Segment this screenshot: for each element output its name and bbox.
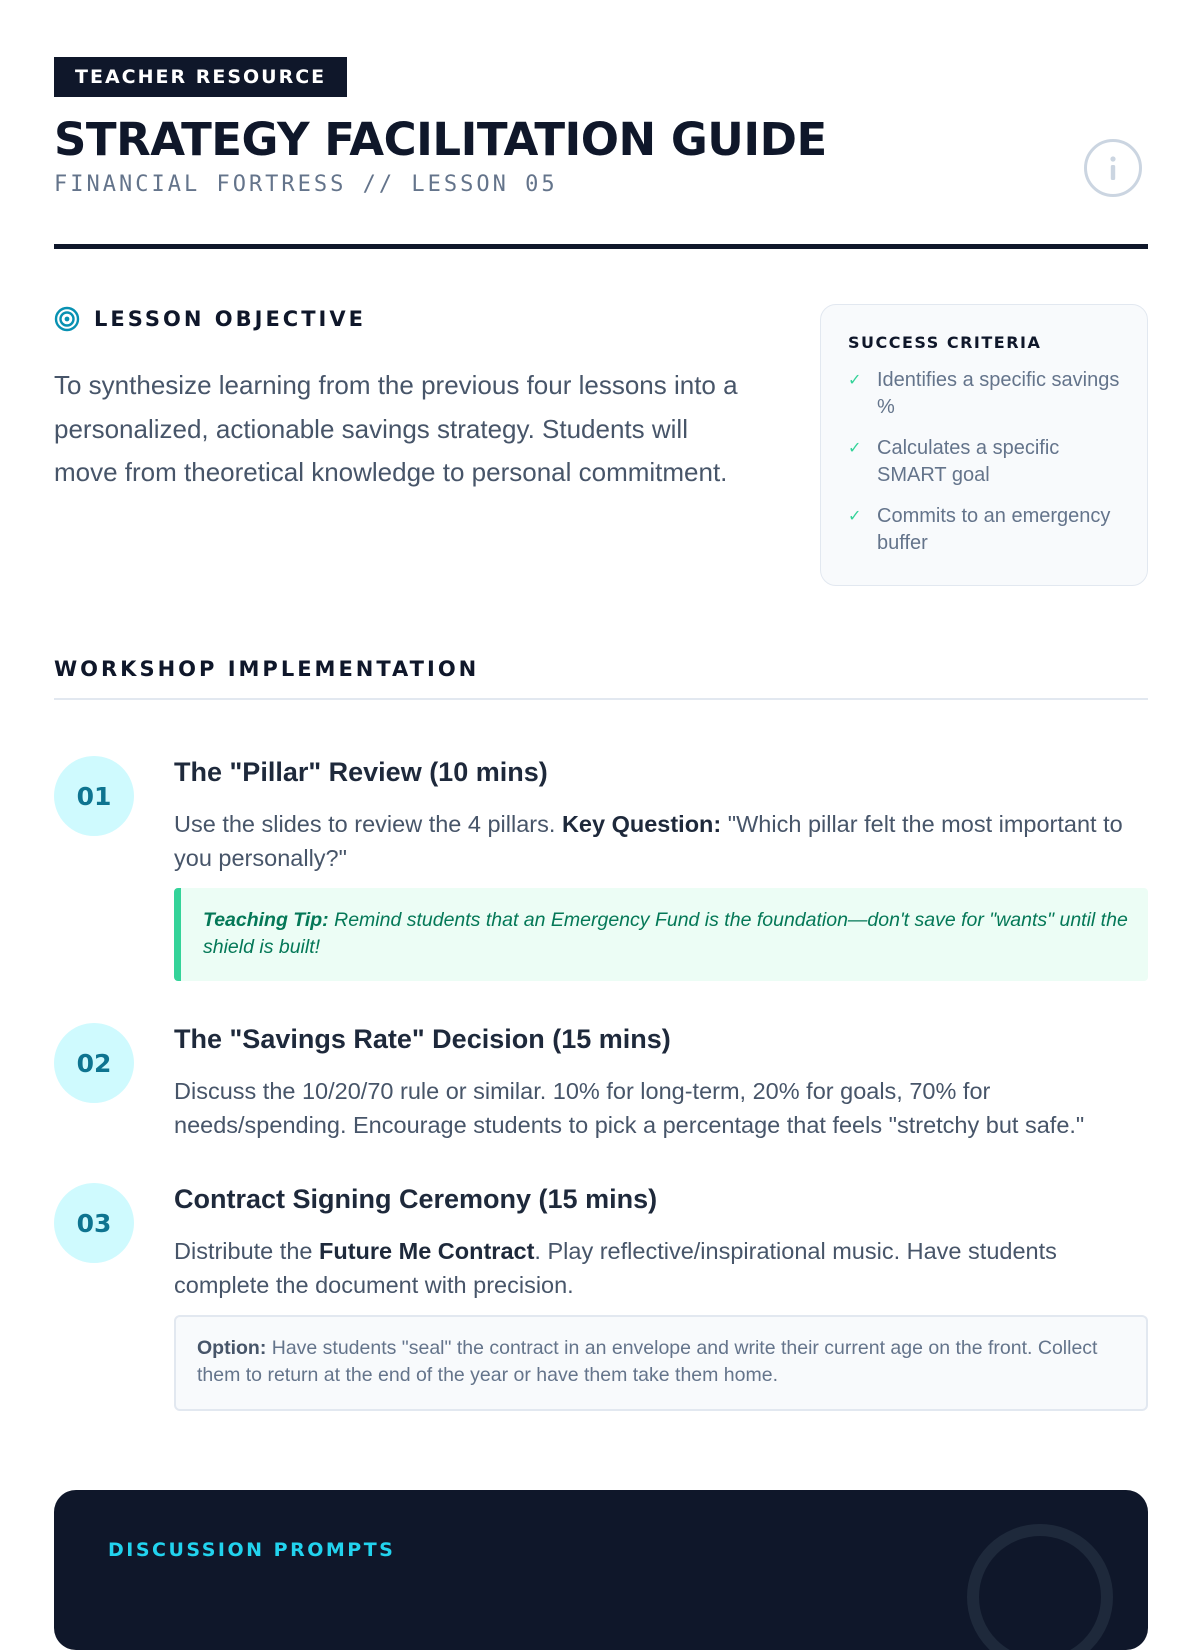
criteria-item [848, 367, 1123, 421]
step-number: 03 [54, 1183, 134, 1263]
workshop-label: WORKSHOP IMPLEMENTATION [54, 657, 480, 681]
info-glyph [1100, 153, 1126, 183]
step-title: Contract Signing Ceremony (15 mins) [174, 1184, 658, 1214]
step-title: The "Savings Rate" Decision (15 mins) [174, 1024, 671, 1054]
step-body [174, 1235, 1148, 1302]
criteria-text: Calculates a specific SMART goal [877, 437, 1060, 486]
target-icon [54, 306, 80, 332]
teaching-tip-callout [174, 888, 1148, 981]
step-body-text: "Which pillar felt the most important to you personally?" [174, 811, 1123, 871]
step-body-text: Use the slides to review the 4 pillars. [174, 811, 562, 837]
objective-heading [54, 306, 366, 332]
step-body: Discuss the 10/20/70 rule or similar. 10% for long-term, 20% for goals, 70% for needs/spending. Encourage students to pick a percentage that feels "stretchy but safe." [174, 1078, 1085, 1138]
workshop-divider [54, 698, 1148, 700]
check-icon: ✓ [848, 440, 862, 457]
objective-text: To synthesize learning from the previous four lessons into a personalized, actionable savings strategy. Students will move from theoretical knowledge to personal commitment. [54, 370, 738, 487]
criteria-text: Commits to an emergency buffer [877, 505, 1111, 554]
tip-text: Remind students that an Emergency Fund is the foundation—don't save for "wants" until the shield is built! [203, 909, 1128, 958]
tip-label: Teaching Tip: [203, 909, 329, 931]
step-body [174, 808, 1148, 875]
step-body-text: Distribute the [174, 1238, 319, 1264]
header-divider [54, 244, 1148, 249]
criteria-item [848, 435, 1123, 489]
discussion-prompts-label: DISCUSSION PROMPTS [108, 1539, 396, 1561]
step-number: 02 [54, 1023, 134, 1103]
step-title: The "Pillar" Review (10 mins) [174, 757, 548, 787]
option-label: Option: [197, 1337, 267, 1359]
step-body-text: . Play reflective/inspirational music. Have students complete the document with precision. [174, 1238, 1057, 1298]
objective-label: LESSON OBJECTIVE [94, 307, 366, 331]
check-icon: ✓ [848, 372, 862, 389]
option-callout [174, 1315, 1148, 1411]
step-body-emphasis: Future Me Contract [318, 1238, 535, 1264]
info-circle-icon[interactable] [1084, 139, 1142, 197]
success-criteria-title: SUCCESS CRITERIA [848, 333, 1042, 352]
success-criteria-card [820, 304, 1148, 586]
check-icon: ✓ [848, 508, 862, 525]
criteria-item [848, 503, 1123, 557]
page-title: STRATEGY FACILITATION GUIDE [54, 113, 827, 166]
step-body-emphasis: Key Question: [561, 811, 722, 837]
discussion-prompts-card [54, 1490, 1148, 1650]
decorative-ring [967, 1524, 1113, 1650]
criteria-text: Identifies a specific savings % [877, 369, 1120, 418]
page-subtitle: FINANCIAL FORTRESS // LESSON 05 [54, 172, 558, 197]
option-text: Have students "seal" the contract in an envelope and write their current age on the front. Collect them to return at the end of the year or have them take them home. [197, 1337, 1098, 1386]
teacher-resource-badge: TEACHER RESOURCE [54, 57, 347, 97]
step-number: 01 [54, 756, 134, 836]
